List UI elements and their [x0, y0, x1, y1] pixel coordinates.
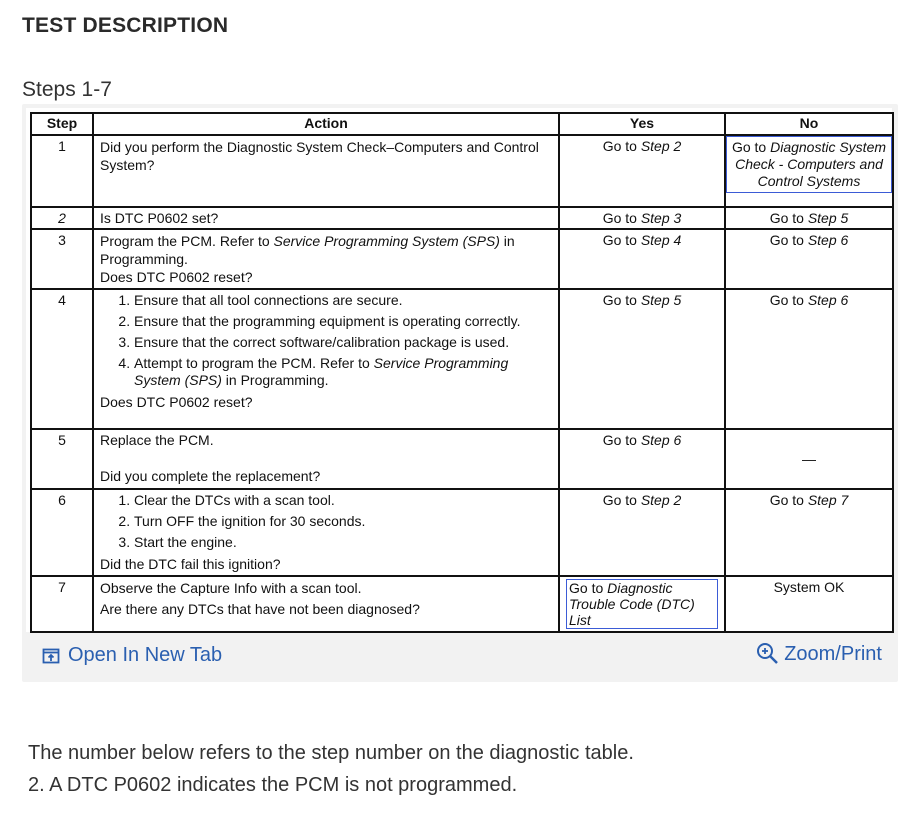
action-text: in Programming. — [221, 372, 329, 388]
step-number: 4 — [31, 289, 93, 429]
header-no: No — [725, 113, 893, 135]
no-prefix: Go to — [769, 232, 808, 248]
no-step-ref: Diagnostic System Check - Computers and Control Systems — [735, 139, 887, 189]
open-in-new-tab-label: Open In New Tab — [68, 644, 223, 666]
step-number: 2 — [31, 207, 93, 229]
diagnostic-table — [30, 112, 894, 633]
yes-step-ref: Step 3 — [640, 210, 682, 226]
page-heading: TEST DESCRIPTION — [22, 14, 229, 37]
action-text: Attempt to program the PCM. Refer to — [134, 355, 374, 371]
no-prefix: Go to — [769, 292, 808, 308]
figure-toolbar — [26, 634, 892, 676]
yes-cell — [559, 429, 725, 489]
no-cell — [725, 135, 893, 207]
yes-step-ref: Step 2 — [640, 138, 682, 154]
action-question: Does DTC P0602 reset? — [100, 394, 253, 410]
action-cell — [93, 207, 559, 229]
list-item: 2. Turn OFF the ignition for 30 seconds. — [134, 513, 552, 530]
yes-prefix: Go to — [602, 292, 641, 308]
yes-step-ref: Step 4 — [640, 232, 682, 248]
table-header-row — [31, 113, 893, 135]
open-in-new-tab-link[interactable] — [42, 644, 222, 667]
explanation-item: 2. A DTC P0602 indicates the PCM is not programmed. — [28, 774, 518, 796]
yes-prefix: Go to — [602, 138, 641, 154]
list-item: 1. Clear the DTCs with a scan tool. — [134, 492, 552, 509]
no-cell — [725, 576, 893, 632]
yes-step-ref: Step 2 — [640, 492, 682, 508]
yes-prefix: Go to — [602, 492, 641, 508]
table-row — [31, 429, 893, 489]
no-prefix: Go to — [769, 492, 808, 508]
yes-step-ref: Step 5 — [640, 292, 682, 308]
header-action: Action — [93, 113, 559, 135]
action-text: in Programming. — [100, 233, 515, 267]
no-cell — [725, 289, 893, 429]
zoom-icon — [756, 642, 780, 666]
no-cell — [725, 429, 893, 489]
action-question: Are there any DTCs that have not been diagnosed? — [100, 601, 420, 617]
no-step-ref: Step 5 — [807, 210, 849, 226]
no-cell — [725, 207, 893, 229]
yes-prefix: Go to — [602, 432, 641, 448]
list-item: 2. Ensure that the programming equipment is operating correctly. — [134, 313, 552, 330]
no-cell — [725, 229, 893, 289]
yes-cell — [559, 576, 725, 632]
action-cell — [93, 135, 559, 207]
no-result: System OK — [773, 579, 845, 595]
zoom-print-label: Zoom/Print — [784, 642, 882, 665]
open-tab-icon — [42, 647, 60, 665]
action-question: Did you complete the replacement? — [100, 468, 321, 484]
no-step-ref: Step 6 — [807, 232, 849, 248]
table-row — [31, 489, 893, 576]
no-highlight-box — [726, 136, 892, 193]
yes-prefix: Go to — [602, 210, 641, 226]
action-cell — [93, 229, 559, 289]
figure-frame — [22, 104, 898, 682]
action-text: Program the PCM. Refer to — [100, 233, 274, 249]
list-item — [134, 355, 552, 389]
table-row — [31, 207, 893, 229]
action-reference: Service Programming System (SPS) — [134, 355, 509, 388]
action-cell — [93, 576, 559, 632]
yes-highlight-box — [566, 579, 718, 629]
no-step-ref: Step 6 — [807, 292, 849, 308]
action-cell — [93, 289, 559, 429]
step-number: 7 — [31, 576, 93, 632]
yes-cell — [559, 207, 725, 229]
yes-cell — [559, 135, 725, 207]
explanation-intro: The number below refers to the step number on the diagnostic table. — [28, 742, 634, 764]
step-number: 5 — [31, 429, 93, 489]
action-text: Observe the Capture Info with a scan tool. — [100, 580, 362, 596]
image-caption: Steps 1-7 — [22, 78, 112, 101]
header-step: Step — [31, 113, 93, 135]
action-cell — [93, 429, 559, 489]
step-number: 3 — [31, 229, 93, 289]
zoom-print-link[interactable] — [756, 642, 882, 666]
step-number: 6 — [31, 489, 93, 576]
yes-cell — [559, 289, 725, 429]
list-item: 3. Start the engine. — [134, 534, 552, 551]
yes-cell — [559, 229, 725, 289]
action-substeps — [100, 292, 552, 389]
yes-step-ref: Step 6 — [640, 432, 682, 448]
yes-step-ref: Diagnostic Trouble Code (DTC) List — [569, 580, 695, 628]
action-text: Is DTC P0602 set? — [100, 210, 219, 226]
step-number: 1 — [31, 135, 93, 207]
action-reference: Service Programming System (SPS) — [273, 233, 500, 249]
no-step-ref: Step 7 — [807, 492, 849, 508]
yes-prefix: Go to — [602, 232, 641, 248]
action-cell — [93, 489, 559, 576]
table-row — [31, 135, 893, 207]
action-text: Replace the PCM. — [100, 432, 214, 448]
no-cell — [725, 489, 893, 576]
diagnostic-table-image — [26, 108, 892, 632]
list-item: 1. Ensure that all tool connections are secure. — [134, 292, 552, 309]
yes-prefix: Go to — [569, 580, 608, 596]
action-question: Did the DTC fail this ignition? — [100, 556, 281, 572]
no-prefix: Go to — [769, 210, 808, 226]
no-prefix: Go to — [731, 139, 771, 155]
action-question: Does DTC P0602 reset? — [100, 269, 253, 285]
action-substeps — [100, 492, 552, 551]
action-text: Did you perform the Diagnostic System Check–Computers and Control System? — [100, 139, 539, 173]
table-row — [31, 576, 893, 632]
yes-cell — [559, 489, 725, 576]
header-yes: Yes — [559, 113, 725, 135]
list-item: 3. Ensure that the correct software/calibration package is used. — [134, 334, 552, 351]
no-dash: — — [802, 451, 816, 467]
table-row — [31, 289, 893, 429]
table-row — [31, 229, 893, 289]
